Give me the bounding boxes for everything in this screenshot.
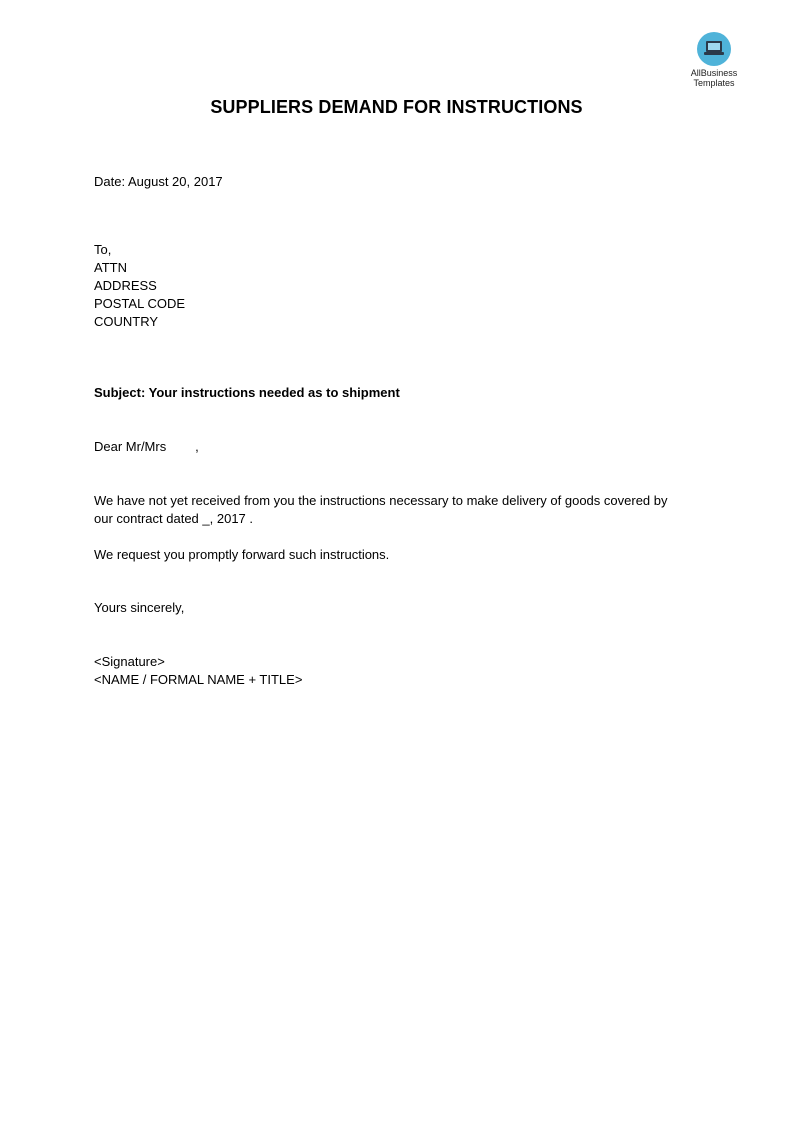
signature-placeholder: <Signature> [94, 654, 165, 669]
recipient-country: COUNTRY [94, 314, 159, 329]
logo-text-line2: Templates [693, 78, 735, 88]
recipient-postal-code: POSTAL CODE [94, 296, 186, 311]
body-paragraph-1-line-1: We have not yet received from you the instructions necessary to make delivery of goods covered by [94, 493, 668, 508]
letter-salutation: Dear Mr/Mrs , [94, 439, 199, 454]
name-title-placeholder: <NAME / FORMAL NAME + TITLE> [94, 672, 303, 687]
brand-logo [683, 32, 745, 88]
laptop-icon [697, 32, 731, 66]
recipient-to: To, [94, 242, 112, 257]
logo-text-line1: AllBusiness [690, 68, 738, 78]
letter-subject: Subject: Your instructions needed as to shipment [94, 385, 400, 400]
recipient-address: ADDRESS [94, 278, 157, 293]
body-paragraph-1-line-2: our contract dated _, 2017 . [94, 511, 253, 526]
recipient-attn: ATTN [94, 260, 127, 275]
page-title: SUPPLIERS DEMAND FOR INSTRUCTIONS [210, 97, 583, 117]
body-paragraph-2: We request you promptly forward such instructions. [94, 547, 390, 562]
letter-closing: Yours sincerely, [94, 600, 185, 615]
letter-date: Date: August 20, 2017 [94, 174, 223, 189]
